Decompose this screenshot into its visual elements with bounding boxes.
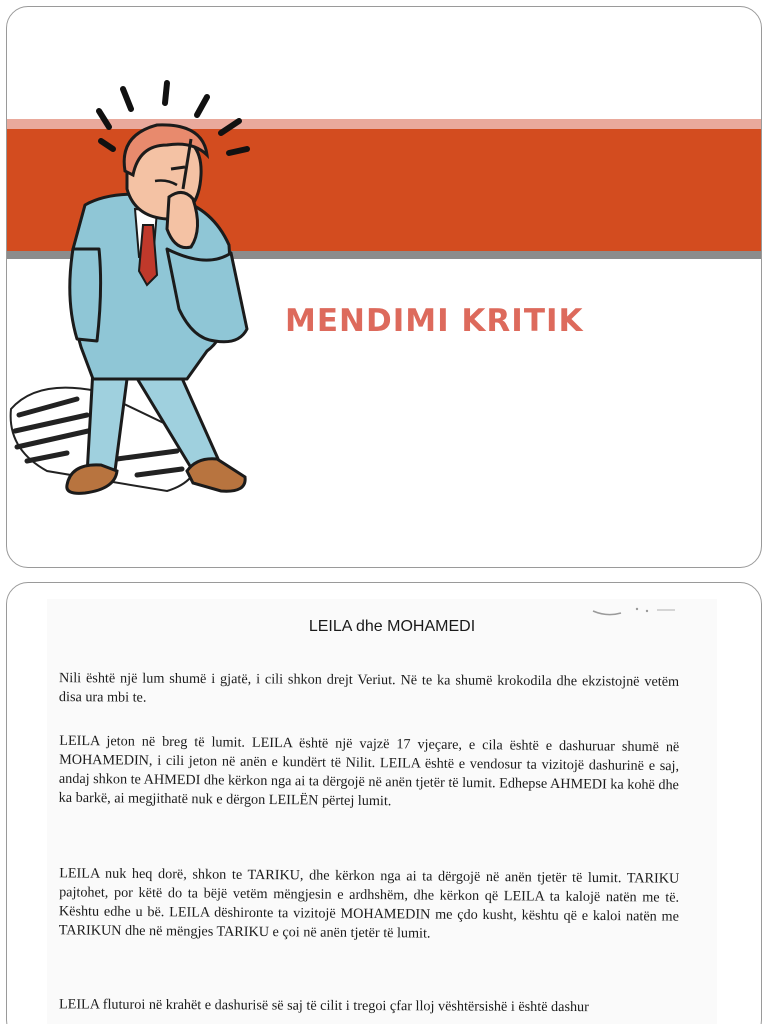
story-slide[interactable] <box>6 582 762 1024</box>
thinking-man-illustration <box>7 79 267 499</box>
paragraph-3: LEILA nuk heq dorë, shkon te TARIKU, dhe kërkon nga ai ta dërgojë në anën tjetër të lumit. TARIKU pajtohet, por këtë do ta bëjë vetëm mëngjesin e ardhshëm, dhe kërkon që LEILA ta kalojë natën me të. Kështu edhe u bë. LEILA dëshironte ta vizitojë MOHAMEDIN me çdo kusht, kështu që e kaloi natën me TARIKUN dhe në mëngjes TARIKU e çoi në anën tjetër të lumit. <box>58 865 680 942</box>
title-slide[interactable] <box>6 6 762 568</box>
paragraph-4: LEILA fluturoi në krahët e dashurisë së saj të cilit i tregoi çfar lloj vështërsishë i është dashur <box>58 996 589 1016</box>
scanned-document <box>47 599 717 1024</box>
scan-smudge <box>587 601 687 621</box>
document-title: LEILA dhe MOHAMEDI <box>308 618 476 635</box>
paragraph-2: LEILA jeton në breg të lumit. LEILA është një vajzë 17 vjeçare, e cila është e dashuruar shumë në MOHAMEDIN, i cili jeton në anën e kundërt të Nilit. LEILA është e vendosur ta vizitojë dashurinë e saj, andaj shkon te AHMEDI dhe kërkon nga ai ta dërgojë në anën tjetër të lumit. Edhepse AHMEDI ka kohë dhe ka barkë, ai megjithatë nuk e dërgon LEILËN përtej lumit. <box>58 732 680 810</box>
slide-title: MENDIMI KRITIK <box>285 303 584 339</box>
paragraph-1: Nili është një lum shumë i gjatë, i cili shkon drejt Veriut. Në te ka shumë krokodila dhe ekzistojnë vetëm disa ura mbi te. <box>58 670 680 706</box>
